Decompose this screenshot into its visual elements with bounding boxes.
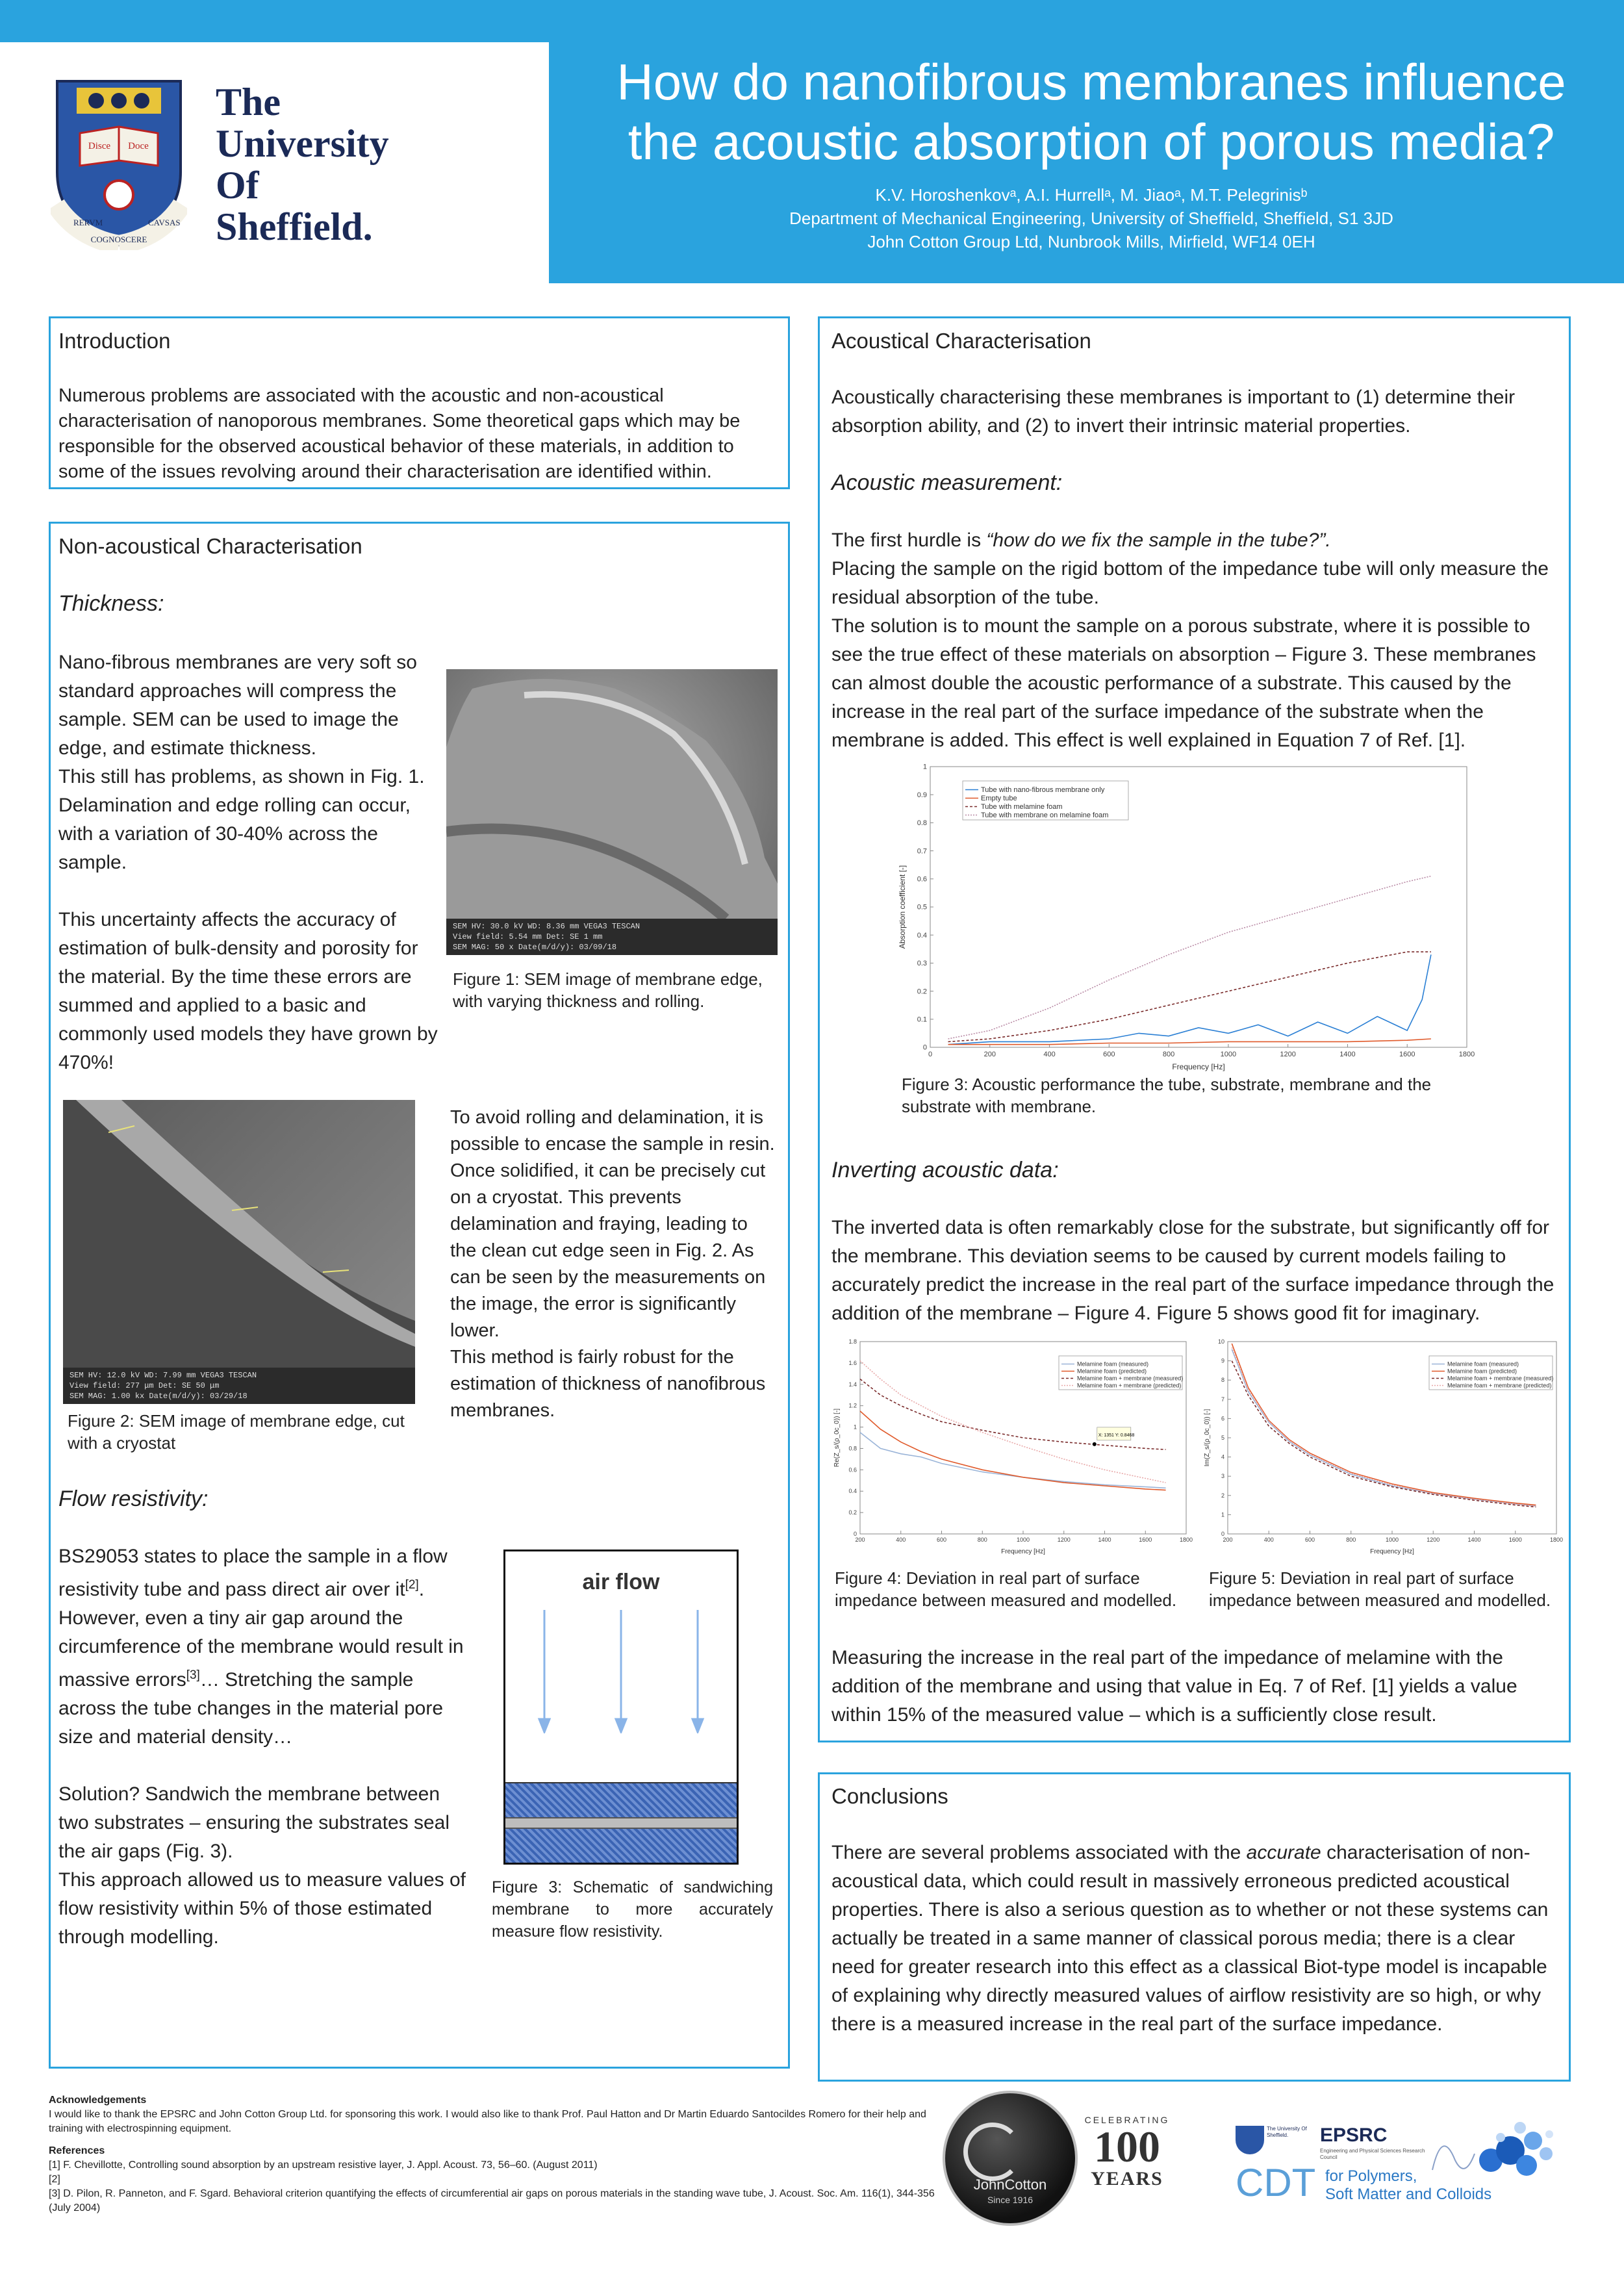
y-tick-label: 0 (922, 1043, 927, 1052)
absorption-chart-svg (896, 760, 1481, 1072)
figure1-caption: Figure 1: SEM image of membrane edge, with varying thickness and rolling. (453, 969, 763, 1011)
text-span: The first hurdle is (831, 529, 987, 551)
sem-cut-edge-shape (63, 1100, 415, 1368)
y-tick-label: 0.8 (917, 819, 927, 828)
x-tick-label: 1400 (1098, 1537, 1111, 1543)
flow-schematic (503, 1550, 739, 1865)
x-tick-label: 1000 (1016, 1537, 1030, 1543)
x-tick-label: 1600 (1508, 1537, 1522, 1543)
sem-info-bar (446, 919, 778, 955)
y-tick-label: 3 (1221, 1473, 1224, 1480)
sem-info-line: SEM HV: 12.0 kV WD: 7.99 mm VEGA3 TESCAN (70, 1371, 257, 1380)
small-university-name: The University Of Sheffield. (1267, 2126, 1307, 2138)
paragraph: This method is fairly robust for the estimation of thickness of nanofibrous membranes. (450, 1347, 766, 1421)
y-tick-label: 6 (1221, 1415, 1224, 1422)
legend-label: Melamine foam (predicted) (1447, 1368, 1517, 1375)
legend-label: Tube with melamine foam (981, 803, 1063, 811)
shield-motto-mid: COGNOSCERE (90, 235, 147, 244)
y-tick-label: 1.8 (848, 1338, 857, 1345)
shield-motto-left: RERVM (73, 218, 103, 227)
celebrating-100-years (1078, 2115, 1176, 2190)
university-name-line: Of (216, 164, 259, 207)
flow-resistivity-heading: Flow resistivity: (58, 1486, 209, 1511)
paragraph (831, 526, 1562, 555)
y-tick-label: 1 (922, 763, 927, 771)
y-tick-label: 0.8 (848, 1445, 857, 1452)
x-tick-label: 1200 (1427, 1537, 1440, 1543)
x-tick-label: 800 (1346, 1537, 1356, 1543)
celebrating-label: CELEBRATING (1084, 2115, 1170, 2125)
thickness-text (58, 648, 442, 1077)
cdt-line: Soft Matter and Colloids (1325, 2186, 1492, 2203)
x-tick-label: 600 (1304, 1537, 1315, 1543)
real-impedance-chart (831, 1335, 1195, 1556)
legend-label: Melamine foam (predicted) (1077, 1368, 1147, 1375)
final-acoustic-text: Measuring the increase in the real part of the impedance of melamine with the addition of the membrane and using that value in Eq. 7 of Ref. [1] yields a value within 15% of the measured value – which is a sufficiently close result. (831, 1647, 1517, 1726)
reference-item: [3] D. Pilon, R. Panneton, and F. Sgard. Behavioral criterion quantifying the effects of circumferential air gaps on porous materials in the standing wave tube, J. Acoust. Soc. Am. 116(1), 344-356 (July 2004) (49, 2188, 935, 2213)
y-tick-label: 8 (1221, 1377, 1224, 1384)
paragraph (58, 1542, 474, 1752)
x-tick-label: 800 (1162, 1051, 1175, 1058)
y-tick-label: 0.2 (917, 988, 927, 996)
x-tick-label: 0 (928, 1051, 933, 1058)
y-tick-label: 1 (1221, 1511, 1224, 1518)
legend-label: Melamine foam (measured) (1447, 1360, 1519, 1368)
y-tick-label: 7 (1221, 1396, 1224, 1403)
x-tick-label: 1200 (1280, 1051, 1296, 1058)
title-line: How do nanofibrous membranes influence (616, 53, 1566, 110)
sem-info-line: View field: 277 μm Det: SE 50 μm (70, 1381, 220, 1390)
x-tick-label: 1800 (1179, 1537, 1193, 1543)
sem-fold-shape (446, 669, 778, 919)
university-logo-box (0, 42, 549, 283)
x-tick-label: 600 (936, 1537, 947, 1543)
sem-image-cryostat-cut (63, 1100, 415, 1404)
x-tick-label: 1400 (1467, 1537, 1481, 1543)
legend-label: Melamine foam + membrane (predicted) (1077, 1382, 1182, 1389)
colloid-bubbles-icon (1429, 2108, 1559, 2186)
affiliation: Department of Mechanical Engineering, University of Sheffield, Sheffield, S1 3JD (789, 209, 1393, 228)
y-tick-label: 1.6 (848, 1359, 857, 1366)
acoustical-title: Acoustical Characterisation (831, 329, 1091, 353)
legend-label: Empty tube (981, 795, 1017, 803)
y-axis-label: Im(Z_s/(ρ_0c_0)) [-] (1204, 1409, 1211, 1467)
acoustic-measurement-text (831, 526, 1562, 755)
references-title: References (49, 2145, 105, 2156)
y-tick-label: 1 (853, 1423, 857, 1431)
authors: K.V. Horoshenkovᵃ, A.I. Hurrellᵃ, M. Jiaoᵃ, M.T. Pelegrinisᵇ (875, 185, 1308, 205)
y-tick-label: 5 (1221, 1435, 1224, 1441)
y-tick-label: 1.2 (848, 1402, 857, 1409)
sem-info-line: SEM MAG: 50 x Date(m/d/y): 03/09/18 (453, 943, 617, 952)
emphasis: accurate (1246, 1842, 1321, 1863)
x-tick-label: 1600 (1399, 1051, 1415, 1058)
y-tick-label: 10 (1217, 1338, 1224, 1345)
resin-text (450, 1104, 778, 1424)
shield-book-left: Disce (88, 141, 111, 151)
acoustical-intro: Acoustically characterising these membranes is important to (1) determine their absorption ability, and (2) to invert their intrinsic material properties. (831, 387, 1516, 437)
y-tick-label: 0.4 (848, 1488, 857, 1495)
paragraph: This uncertainty affects the accuracy of estimation of bulk-density and porosity for the material. By the time these errors are summed and applied to a basic and commonly used models they have grown by 470%! (58, 909, 438, 1073)
imag-impedance-chart (1202, 1335, 1566, 1556)
shield-book-right: Doce (128, 141, 149, 151)
john-cotton-since: Since 1916 (987, 2195, 1034, 2205)
x-tick-label: 400 (1043, 1051, 1056, 1058)
university-name-line: The (216, 81, 281, 123)
x-tick-label: 400 (896, 1537, 906, 1543)
y-tick-label: 0 (1221, 1531, 1224, 1537)
text-span: BS29053 states to place the sample in a flow resistivity tube and pass direct air over it (58, 1546, 448, 1600)
text-span: There are several problems associated with the (831, 1842, 1247, 1863)
y-tick-label: 9 (1221, 1357, 1224, 1364)
paragraph: Once solidified, it can be precisely cut on a cryostat. This prevents delamination and fraying, leading to the clean cut edge seen in Fig. 2. As can be seen by the measurements on the image, the error is significantly lower. (450, 1160, 766, 1341)
paragraph: This approach allowed us to measure values of flow resistivity within 5% of those estimated through modelling. (58, 1869, 466, 1948)
cdt-line: for Polymers, (1325, 2167, 1417, 2185)
x-tick-label: 1000 (1220, 1051, 1237, 1058)
annotation-label: X: 1351 Y: 0.8468 (1098, 1433, 1135, 1438)
x-tick-label: 1600 (1139, 1537, 1152, 1543)
paragraph: Placing the sample on the rigid bottom of the impedance tube will only measure the residual absorption of the tube. (831, 558, 1549, 608)
x-tick-label: 1400 (1339, 1051, 1356, 1058)
sem-info-bar (63, 1368, 415, 1404)
shield-motto-right: CAVSAS (148, 218, 181, 227)
legend-label: Melamine foam + membrane (measured) (1447, 1375, 1554, 1382)
small-university-shield-icon (1236, 2126, 1264, 2154)
substrate-sandwich (505, 1782, 737, 1863)
years-label: YEARS (1091, 2168, 1163, 2189)
y-tick-label: 0.4 (917, 931, 927, 939)
real-impedance-chart-svg (831, 1335, 1195, 1556)
figure3-caption: Figure 3: Acoustic performance the tube, substrate, membrane and the substrate with membrane. (902, 1075, 1432, 1116)
legend-label: Melamine foam (measured) (1077, 1360, 1149, 1368)
acknowledgements-title: Acknowledgements (49, 2095, 147, 2106)
poster-title (572, 52, 1611, 172)
reference-mark[interactable]: [3] (186, 1668, 200, 1682)
legend-label: Tube with membrane on melamine foam (981, 811, 1109, 820)
emphasis: “how do we fix the sample in the tube?”. (986, 529, 1331, 551)
introduction-title: Introduction (58, 329, 171, 353)
university-name-line: University (216, 122, 389, 165)
cdt-logo: CDT (1236, 2161, 1316, 2204)
x-axis-label: Frequency [Hz] (1370, 1548, 1414, 1555)
university-shield-icon (51, 75, 187, 250)
john-cotton-name: JohnCotton (973, 2176, 1047, 2193)
john-cotton-logo (945, 2093, 1075, 2223)
figure4-caption: Figure 4: Deviation in real part of surface impedance between measured and modelled. (835, 1568, 1177, 1610)
conclusions-text (831, 1839, 1562, 2039)
x-tick-label: 1200 (1057, 1537, 1071, 1543)
absorption-chart (896, 760, 1481, 1072)
acknowledgements-text: I would like to thank the EPSRC and John Cotton Group Ltd. for sponsoring this work. I would also like to thank Prof. Paul Hatton and Dr Martin Eduardo Santocildes Romero for their help and training with electrospinning equipment. (49, 2109, 926, 2134)
legend-label: Melamine foam + membrane (measured) (1077, 1375, 1184, 1382)
affiliation: John Cotton Group Ltd, Nunbrook Mills, Mirfield, WF14 0EH (867, 232, 1315, 251)
text-span: … Stretching the sample across the tube changes in the material pore size and material density… (58, 1669, 444, 1748)
introduction-text: Numerous problems are associated with the acoustic and non-acoustical characterisation of nanoporous membranes. Some theoretical gaps which may be responsible for the observed acoustical behavior of these materials, in addition to some of the issues revolving around their characterisation are identified within. (58, 385, 741, 482)
y-axis-label: Re(Z_s/(ρ_0c_0)) [-] (833, 1408, 841, 1468)
non-acoustical-title: Non-acoustical Characterisation (58, 534, 362, 558)
x-tick-label: 200 (983, 1051, 996, 1058)
authors-block (572, 183, 1611, 253)
paragraph: Nano-fibrous membranes are very soft so standard approaches will compress the sample. SEM can be used to image the edge, and estimate thickness. (58, 652, 417, 759)
x-tick-label: 1800 (1458, 1051, 1475, 1058)
sem-info-line: View field: 5.54 mm Det: SE 1 mm (453, 932, 603, 941)
legend-label: Melamine foam + membrane (predicted) (1447, 1382, 1552, 1389)
x-tick-label: 400 (1263, 1537, 1274, 1543)
epsrc-subtitle: Engineering and Physical Sciences Research Council (1320, 2148, 1425, 2160)
airflow-label: air flow (582, 1570, 660, 1594)
reference-item: [1] F. Chevillotte, Controlling sound absorption by an upstream resistive layer, J. Appl. Acoust. 73, 56–60. (August 2011) (49, 2160, 598, 2171)
y-tick-label: 2 (1221, 1492, 1224, 1499)
inverting-text: The inverted data is often remarkably close for the substrate, but significantly off for the membrane. This deviation seems to be caused by current models failing to accurately predict the increase in the real part of the surface impedance through the addition of the membrane – Figure 4. Figure 5 shows good fit for imaginary. (831, 1217, 1554, 1324)
y-tick-label: 0.5 (917, 903, 927, 912)
x-tick-label: 200 (1223, 1537, 1233, 1543)
conclusions-title: Conclusions (831, 1784, 948, 1808)
x-tick-label: 200 (855, 1537, 865, 1543)
reference-item: [2] (49, 2174, 60, 2185)
paragraph: The solution is to mount the sample on a porous substrate, where it is possible to see the true effect of these materials on absorption – Figure 3. These membranes can almost double the acoustic performance of a substrate. This caused by the increase in the real part of the surface impedance of the substrate when the membrane is added. This effect is well explained in Equation 7 of Ref. [1]. (831, 615, 1536, 751)
y-tick-label: 0.2 (848, 1509, 857, 1516)
x-axis-label: Frequency [Hz] (1001, 1548, 1045, 1555)
figure5-caption: Figure 5: Deviation in real part of surface impedance between measured and modelled. (1209, 1568, 1551, 1610)
imag-impedance-chart-svg (1202, 1335, 1566, 1556)
y-axis-label: Absorption coefficient [-] (898, 865, 907, 949)
legend-label: Tube with nano-fibrous membrane only (981, 786, 1105, 795)
sem-image-membrane-edge (446, 669, 778, 955)
x-tick-label: 800 (977, 1537, 987, 1543)
y-tick-label: 0.6 (917, 875, 927, 884)
paragraph: Solution? Sandwich the membrane between two substrates – ensuring the substrates seal the air gaps (Fig. 3). (58, 1783, 450, 1862)
epsrc-logo: EPSRC (1320, 2124, 1388, 2146)
airflow-arrows-icon (505, 1610, 737, 1733)
y-tick-label: 0.1 (917, 1015, 927, 1024)
membrane-layer (505, 1817, 737, 1829)
figure2-caption: Figure 2: SEM image of membrane edge, cut with a cryostat (68, 1411, 405, 1453)
text-span: . However, even a tiny air gap around the circumference of the membrane would result in massive errors (58, 1579, 464, 1690)
thickness-heading: Thickness: (58, 591, 164, 616)
paragraph: This still has problems, as shown in Fig. 1. Delamination and edge rolling can occur, with a variation of 30-40% across the sample. (58, 766, 425, 873)
university-name-line: Sheffield. (216, 205, 373, 248)
x-tick-label: 600 (1103, 1051, 1115, 1058)
paragraph: To avoid rolling and delamination, it is possible to encase the sample in resin. (450, 1107, 775, 1154)
y-tick-label: 4 (1221, 1453, 1224, 1461)
title-line: the acoustic absorption of porous media? (628, 113, 1555, 170)
y-tick-label: 0 (853, 1531, 857, 1537)
y-tick-label: 0.9 (917, 791, 927, 799)
x-axis-label: Frequency [Hz] (1172, 1062, 1225, 1071)
y-tick-label: 1.4 (848, 1381, 857, 1388)
university-name (216, 81, 389, 248)
sem-info-line: SEM HV: 30.0 kV WD: 8.36 mm VEGA3 TESCAN (453, 922, 641, 931)
years-number: 100 (1094, 2122, 1160, 2171)
y-tick-label: 0.3 (917, 960, 927, 968)
text-span: characterisation of non-acoustical data, which could result in massively erroneous predicted acoustical properties. There is also a serious question as to whether or not these systems can actually be treated in a same manner of classical porous media; there is a clear need for greater research into this effect as a classical Biot-type model is incapable of explaining why directly measured values of airflow resistivity are so high, or why there is a measured increase in the real part of the surface impedance. (831, 1842, 1549, 2035)
sem-info-line: SEM MAG: 1.00 kx Date(m/d/y): 03/29/18 (70, 1392, 247, 1401)
y-tick-label: 0.7 (917, 847, 927, 856)
john-cotton-swirl-icon (963, 2123, 1022, 2181)
flow-resistivity-text (58, 1542, 474, 1952)
y-tick-label: 0.6 (848, 1466, 857, 1473)
reference-mark[interactable]: [2] (405, 1578, 419, 1592)
acoustic-measurement-heading: Acoustic measurement: (831, 470, 1063, 495)
inverting-heading: Inverting acoustic data: (831, 1158, 1059, 1182)
x-tick-label: 1800 (1549, 1537, 1564, 1543)
figure3-schematic-caption: Figure 3: Schematic of sandwiching membrane to more accurately measure flow resistivity. (492, 1878, 773, 1941)
footer-text (49, 2093, 945, 2215)
x-tick-label: 1000 (1385, 1537, 1399, 1543)
annotation-point (1093, 1442, 1097, 1446)
